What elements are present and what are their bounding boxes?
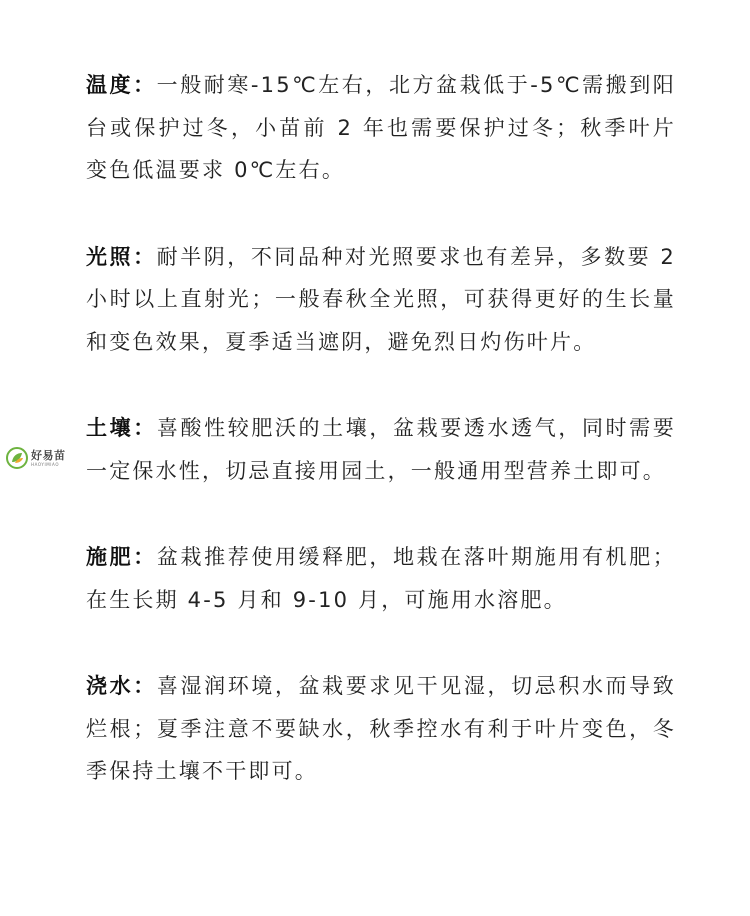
section-temperature <box>86 64 676 192</box>
section-fertilizer <box>86 536 676 621</box>
section-label: 温度： <box>86 73 157 97</box>
section-soil <box>86 407 676 492</box>
logo-name-cn: 好易苗 <box>31 448 66 462</box>
section-text: 耐半阴，不同品种对光照要求也有差异，多数要 2 小时以上直射光；一般春秋全光照，可获得更好的生长量和变色效果，夏季适当遮阴，避免烈日灼伤叶片。 <box>86 244 676 354</box>
section-watering <box>86 665 676 793</box>
section-text: 盆栽推荐使用缓释肥，地栽在落叶期施用有机肥；在生长期 4-5 月和 9-10 月，可施用水溶肥。 <box>86 545 676 612</box>
section-label: 浇水： <box>86 674 157 698</box>
section-text: 喜湿润环境，盆栽要求见干见湿，切忌积水而导致烂根；夏季注意不要缺水，秋季控水有利于叶片变色，冬季保持土壤不干即可。 <box>86 674 676 783</box>
section-label: 光照： <box>86 244 157 269</box>
section-label: 土壤： <box>86 416 157 440</box>
section-text: 喜酸性较肥沃的土壤，盆栽要透水透气，同时需要一定保水性，切忌直接用园土，一般通用型营养土即可。 <box>86 416 676 483</box>
logo-text <box>31 450 66 467</box>
leaf-logo-icon <box>6 447 28 469</box>
brand-logo <box>6 443 76 473</box>
section-label: 施肥： <box>86 545 157 569</box>
care-guide <box>86 64 676 837</box>
logo-name-en: HAOYIMIAO <box>31 461 60 467</box>
section-light <box>86 236 676 364</box>
section-text: 一般耐寒-15℃左右，北方盆栽低于-5℃需搬到阳台或保护过冬，小苗前 2 年也需要保护过冬；秋季叶片变色低温要求 0℃左右。 <box>86 73 676 182</box>
